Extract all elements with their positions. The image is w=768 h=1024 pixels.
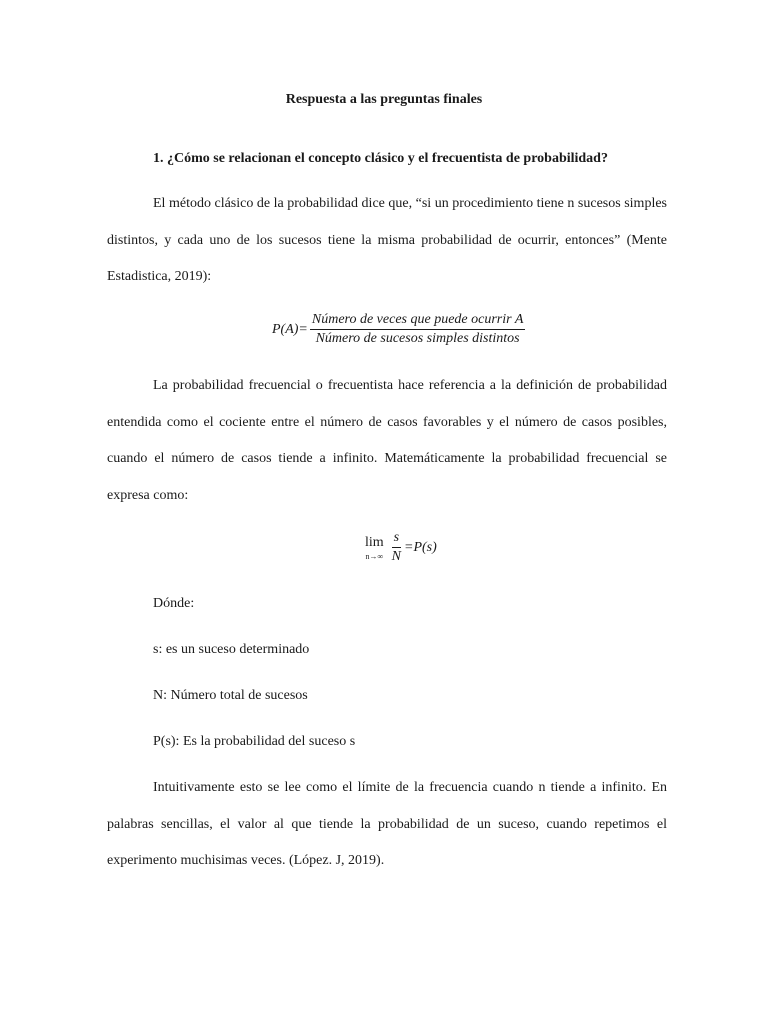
limit-denominator: N — [391, 549, 402, 564]
limit-fraction — [390, 530, 403, 565]
definition-Ps: P(s): Es la probabilidad del suceso s — [153, 734, 356, 749]
formula-denominator: Número de sucesos simples distintos — [315, 331, 520, 346]
paragraph-intuition-text: Intuitivamente esto se lee como el límite de la frecuencia cuando n tiende a infinito. En palabras sencillas, el valor al que tiende la probabilidad de un suceso, cuando repetimos el experimento muchisimas veces. (López. J, 2019). — [107, 780, 667, 868]
classical-probability-formula — [272, 312, 525, 347]
formula-fraction — [310, 312, 526, 347]
paragraph-intuition — [107, 770, 667, 880]
page-title: Respuesta a las preguntas finales — [285, 92, 483, 107]
limit-numerator: s — [392, 530, 401, 548]
paragraph-classical-text: El método clásico de la probabilidad dice que, “si un procedimiento tiene n sucesos simples distintos, y cada uno de los sucesos tiene la misma probabilidad de ocurrir, entonces” (Mente Estadistica, 2019): — [107, 196, 667, 284]
paragraph-frequentist — [107, 368, 667, 514]
donde-label: Dónde: — [153, 596, 195, 611]
question-1-heading: 1. ¿Cómo se relacionan el concepto clásico y el frecuentista de probabilidad? — [153, 151, 608, 166]
formula-numerator: Número de veces que puede ocurrir A — [310, 312, 526, 330]
limit-subscript: n→∞ — [365, 551, 384, 561]
definition-s: s: es un suceso determinado — [153, 642, 310, 657]
frequentist-limit-formula — [365, 530, 437, 565]
limit-rhs: =P(s) — [404, 539, 437, 555]
limit-label: lim — [365, 534, 384, 550]
formula-lhs: P(A)= — [272, 321, 308, 337]
limit-operator — [365, 535, 384, 561]
definition-N: N: Número total de sucesos — [153, 688, 308, 703]
paragraph-frequentist-text: La probabilidad frecuencial o frecuentista hace referencia a la definición de probabilidad entendida como el cociente entre el número de casos favorables y el número de casos posibles, cuando el número de casos tiende a infinito. Matemáticamente la probabilidad frecuencial se expresa como: — [107, 378, 667, 503]
paragraph-classical — [107, 186, 667, 296]
